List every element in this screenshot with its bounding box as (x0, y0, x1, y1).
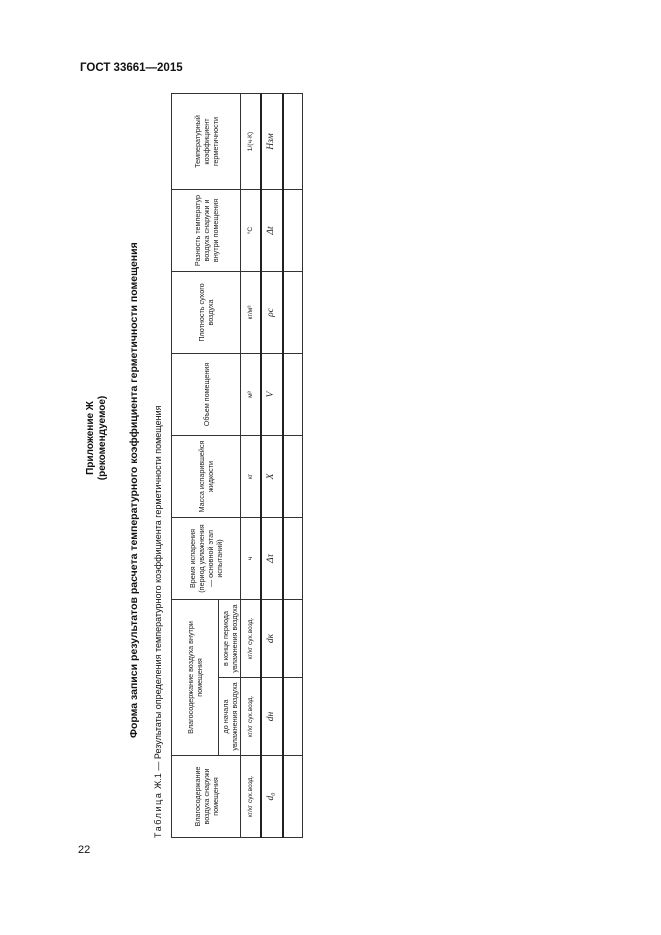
col-header-evaporated-mass: Масса испарившейся жидкости (172, 436, 241, 518)
appendix-subtitle: (рекомендуемое) (97, 395, 108, 481)
table-caption-number: Ж.1 (153, 773, 163, 789)
symbol-cell: Δt (261, 190, 283, 272)
symbol-cell: Hзм (261, 94, 283, 190)
empty-data-cell (283, 190, 303, 272)
symbol-cell: d₀ (261, 756, 283, 838)
unit-cell: кг/кг сух.возд. (241, 678, 261, 756)
table-caption-text: — Результаты определения температурного коэффициента герметичности помещения (153, 405, 163, 774)
col-group-header-inside-moisture: Влагосодержание воздуха внутри помещения (172, 600, 219, 756)
empty-data-cell (283, 354, 303, 436)
col-header-temperature-difference: Разность температур воздуха снаружи и внутри помещения (172, 190, 241, 272)
unit-cell: кг/м³ (241, 272, 261, 354)
symbol-cell: dн (261, 678, 283, 756)
symbol-cell: ρс (261, 272, 283, 354)
col-header-air-density: Плотность сухого воздуха (172, 272, 241, 354)
col-header-before-humidification: до начала увлажнения воздуха (219, 678, 241, 756)
unit-cell: м³ (241, 354, 261, 436)
form-title: Форма записи результатов расчета температурного коэффициента герметичности помещения (128, 242, 140, 738)
empty-data-cell (283, 678, 303, 756)
document-header: ГОСТ 33661—2015 (80, 62, 183, 74)
empty-data-cell (283, 94, 303, 190)
appendix-heading (85, 368, 109, 508)
unit-cell: кг/кг сух.возд. (241, 756, 261, 838)
symbol-cell: dк (261, 600, 283, 678)
page-number: 22 (78, 844, 91, 856)
col-header-end-humidification: в конце периода увлажнения воздуха (219, 600, 241, 678)
empty-data-cell (283, 600, 303, 678)
table-caption-prefix: Таблица (153, 791, 163, 838)
table-caption (153, 338, 163, 838)
empty-data-cell (283, 436, 303, 518)
empty-data-cell (283, 756, 303, 838)
unit-cell: кг/кг сух.возд. (241, 600, 261, 678)
col-header-room-volume: Объем помещения (172, 354, 241, 436)
symbol-cell: Δτ (261, 518, 283, 600)
unit-cell: кг (241, 436, 261, 518)
appendix-title: Приложение Ж (85, 401, 96, 475)
col-header-outside-moisture: Влагосодержание воздуха снаружи помещения (172, 756, 241, 838)
empty-data-cell (283, 518, 303, 600)
unit-cell: °С (241, 190, 261, 272)
col-header-temperature-coefficient: Температурный коэффициент герметичности (172, 94, 241, 190)
symbol-cell: V (261, 354, 283, 436)
unit-cell: 1/(ч·К) (241, 94, 261, 190)
results-table (171, 94, 302, 838)
symbol-cell: X (261, 436, 283, 518)
empty-data-cell (283, 272, 303, 354)
col-header-evaporation-time: Время испарения (период увлажнения — основной этап испытаний) (172, 518, 241, 600)
unit-cell: ч (241, 518, 261, 600)
